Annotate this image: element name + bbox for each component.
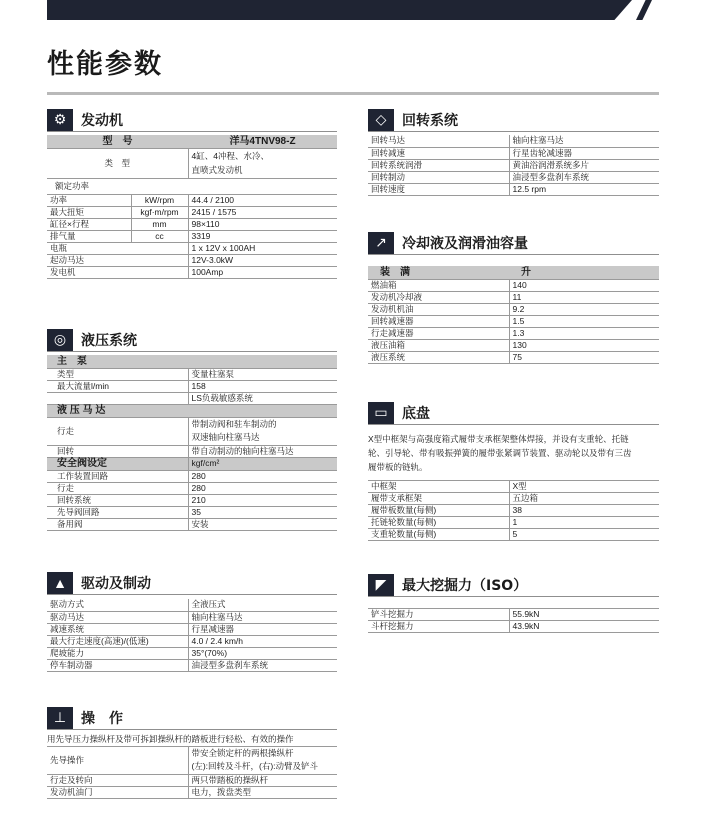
- drive-row-value: 35°(70%): [188, 647, 337, 659]
- swing-row-value: 轴向柱塞马达: [509, 135, 659, 147]
- operation-table: [47, 734, 337, 799]
- table-row: [47, 242, 337, 254]
- table-row: [47, 734, 337, 746]
- engine-model-value: 洋马4TNV98-Z: [188, 135, 337, 148]
- table-row: [368, 505, 659, 517]
- track-icon: ▭: [368, 402, 394, 424]
- digging-title: 最大挖掘力（ISO）: [402, 577, 528, 594]
- swing-title: 回转系统: [402, 112, 458, 129]
- table-row: [368, 621, 659, 633]
- table-row: [47, 470, 337, 482]
- hydraulic-icon: ◎: [47, 329, 73, 351]
- table-row: [47, 135, 337, 148]
- table-row: [47, 380, 337, 392]
- engine-row-unit: kgf·m/rpm: [131, 206, 188, 218]
- table-row: [47, 457, 337, 470]
- capacity-row-value: 75: [509, 351, 659, 363]
- engine-row-label: 起动马达: [47, 254, 188, 266]
- table-row: [47, 194, 337, 206]
- digging-section-header: [368, 573, 659, 597]
- capacity-row-label: 液压系统: [368, 351, 509, 363]
- table-row: [368, 135, 659, 147]
- hydraulic-title: 液压系统: [81, 332, 137, 349]
- chassis-row-label: 中框架: [368, 481, 509, 493]
- relief-row-label: 行走: [47, 482, 188, 494]
- table-row: [47, 635, 337, 647]
- excavator-arm-icon: ↗: [368, 232, 394, 254]
- operation-row-label: 行走及转向: [47, 774, 188, 786]
- table-row: [368, 171, 659, 183]
- digging-row-label: 斗杆挖掘力: [368, 621, 509, 633]
- pilot-value: [188, 746, 337, 774]
- bucket-icon: ◤: [368, 574, 394, 596]
- capacity-table: [368, 266, 659, 364]
- engine-row-value: 44.4 / 2100: [188, 194, 337, 206]
- operation-intro: 用先导压力操纵杆及带可拆卸操纵杆的踏板进行轻松、有效的操作: [47, 734, 337, 746]
- table-row: [368, 609, 659, 621]
- engine-row-label: 缸径×行程: [47, 218, 131, 230]
- drive-row-label: 驱动方式: [47, 599, 188, 611]
- swing-motor-label: 回转: [47, 445, 188, 457]
- table-row: [47, 659, 337, 671]
- table-row: [368, 159, 659, 171]
- hydraulic-motor-header: 液 压 马 达: [47, 404, 337, 417]
- swing-row-value: 黄油浴润滑系统多片: [509, 159, 659, 171]
- table-row: [47, 266, 337, 278]
- relief-header: 安全阀设定: [47, 457, 188, 470]
- table-row: [368, 327, 659, 339]
- drive-row-value: 轴向柱塞马达: [188, 611, 337, 623]
- relief-row-value: 280: [188, 482, 337, 494]
- table-row: [47, 355, 337, 368]
- engine-row-value: 12V-3.0kW: [188, 254, 337, 266]
- relief-row-value: 210: [188, 494, 337, 506]
- crawler-icon: ▲: [47, 572, 73, 594]
- engine-row-label: 发电机: [47, 266, 188, 278]
- travel-motor-line-1: 带制动阀和驻车制动的: [191, 419, 277, 429]
- table-row: [368, 315, 659, 327]
- capacity-row-label: 燃油箱: [368, 279, 509, 291]
- operation-row-value: 电力，拨盘类型: [188, 786, 337, 798]
- swing-row-label: 回转系统润滑: [368, 159, 509, 171]
- drive-row-label: 驱动马达: [47, 611, 188, 623]
- pump-row-value: 158: [188, 380, 337, 392]
- relief-row-label: 回转系统: [47, 494, 188, 506]
- chassis-table: [368, 480, 659, 541]
- engine-row-label: 最大扭矩: [47, 206, 131, 218]
- swing-icon: ◇: [368, 109, 394, 131]
- table-row: [47, 623, 337, 635]
- joystick-icon: ⊥: [47, 707, 73, 729]
- capacity-section-header: [368, 231, 659, 255]
- table-row: [47, 506, 337, 518]
- capacity-row-value: 1.5: [509, 315, 659, 327]
- engine-row-label: 功率: [47, 194, 131, 206]
- table-row: [47, 148, 337, 178]
- swing-row-label: 回转减速: [368, 147, 509, 159]
- capacity-row-value: 1.3: [509, 327, 659, 339]
- relief-row-value: 280: [188, 470, 337, 482]
- chassis-row-label: 履带板数量(每侧): [368, 505, 509, 517]
- engine-title: 发动机: [81, 112, 123, 129]
- pump-row-label: 类型: [47, 368, 188, 380]
- chassis-row-value: 五边箱: [509, 493, 659, 505]
- engine-table: [47, 135, 337, 279]
- capacity-row-value: 130: [509, 339, 659, 351]
- capacity-row-label: 行走减速器: [368, 327, 509, 339]
- table-row: [47, 786, 337, 798]
- table-row: [47, 746, 337, 774]
- pilot-label: 先导操作: [47, 746, 188, 774]
- page-title: 性能参数: [47, 49, 163, 80]
- chassis-row-label: 履带支承框架: [368, 493, 509, 505]
- table-row: [47, 254, 337, 266]
- table-row: [47, 368, 337, 380]
- engine-rated-power: 额定功率: [47, 178, 337, 194]
- swing-row-label: 回转马达: [368, 135, 509, 147]
- table-row: [368, 351, 659, 363]
- swing-table: [368, 135, 659, 196]
- left-column: [47, 0, 337, 815]
- table-row: [47, 178, 337, 194]
- relief-row-label: 先导阀回路: [47, 506, 188, 518]
- swing-row-value: 油浸型多盘刹车系统: [509, 171, 659, 183]
- table-row: [368, 266, 659, 279]
- table-row: [368, 339, 659, 351]
- relief-row-value: 安装: [188, 518, 337, 530]
- table-row: [47, 518, 337, 530]
- table-row: [368, 481, 659, 493]
- chassis-row-value: 38: [509, 505, 659, 517]
- capacity-row-label: 液压油箱: [368, 339, 509, 351]
- chassis-row-value: 5: [509, 529, 659, 541]
- chassis-row-label: 托链轮数量(每侧): [368, 517, 509, 529]
- right-column: [368, 0, 659, 815]
- pump-row-value: LS负载敏感系统: [188, 392, 337, 404]
- table-row: [47, 445, 337, 457]
- chassis-title: 底盘: [402, 405, 430, 422]
- relief-row-label: 备用阀: [47, 518, 188, 530]
- table-row: [368, 279, 659, 291]
- capacity-row-label: 发动机冷却液: [368, 291, 509, 303]
- table-row: [47, 599, 337, 611]
- operation-title: 操 作: [81, 710, 123, 727]
- drive-row-value: 4.0 / 2.4 km/h: [188, 635, 337, 647]
- swing-row-label: 回转速度: [368, 183, 509, 195]
- table-row: [47, 392, 337, 404]
- main-pump-header: 主 泵: [47, 355, 337, 368]
- table-row: [47, 230, 337, 242]
- chassis-desc-line-3: 履带板的链轨。: [368, 462, 428, 472]
- engine-type-value: [188, 148, 337, 178]
- drive-table: [47, 599, 337, 672]
- relief-row-label: 工作装置回路: [47, 470, 188, 482]
- chassis-row-label: 支重轮数量(每侧): [368, 529, 509, 541]
- engine-type-label: 类 型: [47, 148, 188, 178]
- engine-row-value: 100Amp: [188, 266, 337, 278]
- pilot-line-2: (左):回转及斗杆，(右):动臂及铲斗: [191, 761, 319, 771]
- table-row: [47, 218, 337, 230]
- digging-row-label: 铲斗挖掘力: [368, 609, 509, 621]
- capacity-row-label: 回转减速器: [368, 315, 509, 327]
- operation-row-label: 发动机油门: [47, 786, 188, 798]
- table-row: [47, 774, 337, 786]
- engine-row-unit: mm: [131, 218, 188, 230]
- table-row: [368, 529, 659, 541]
- table-row: [47, 206, 337, 218]
- capacity-row-value: 9.2: [509, 303, 659, 315]
- drive-section-header: [47, 571, 337, 595]
- capacity-row-label: 发动机机油: [368, 303, 509, 315]
- table-row: [47, 611, 337, 623]
- swing-section-header: [368, 108, 659, 132]
- table-row: [47, 404, 337, 417]
- chassis-row-value: X型: [509, 481, 659, 493]
- engine-section-header: [47, 108, 337, 132]
- table-row: [47, 647, 337, 659]
- digging-row-value: 55.9kN: [509, 609, 659, 621]
- travel-motor-line-2: 双速轴向柱塞马达: [191, 432, 260, 442]
- capacity-header-label: 装 满: [368, 266, 509, 279]
- table-row: [368, 291, 659, 303]
- swing-row-value: 12.5 rpm: [509, 183, 659, 195]
- engine-row-value: 1 x 12V x 100AH: [188, 242, 337, 254]
- engine-row-unit: cc: [131, 230, 188, 242]
- table-row: [47, 494, 337, 506]
- digging-table: [368, 608, 659, 633]
- pump-row-label: [47, 392, 188, 404]
- hydraulic-table: [47, 355, 337, 531]
- relief-unit: kgf/cm²: [188, 457, 337, 470]
- drive-title: 驱动及制动: [81, 575, 151, 592]
- pump-row-value: 变量柱塞泵: [188, 368, 337, 380]
- pilot-line-1: 带安全锁定杆的两根操纵杆: [191, 748, 294, 758]
- engine-row-label: 排气量: [47, 230, 131, 242]
- chassis-desc-line-1: X型中框架与高强度箱式履带支承框架整体焊接，并设有支重轮、托链: [368, 434, 629, 444]
- swing-row-label: 回转制动: [368, 171, 509, 183]
- drive-row-value: 行星减速器: [188, 623, 337, 635]
- engine-row-label: 电瓶: [47, 242, 188, 254]
- table-row: [368, 493, 659, 505]
- chassis-row-value: 1: [509, 517, 659, 529]
- engine-row-value: 98×110: [188, 218, 337, 230]
- operation-section-header: [47, 706, 337, 730]
- chassis-desc-line-2: 轮、引导轮、带有吸振弹簧的履带张紧调节装置、驱动轮以及带有三齿: [368, 448, 632, 458]
- engine-type-line-2: 直喷式发动机: [191, 165, 243, 175]
- capacity-header-unit: 升: [509, 266, 659, 279]
- drive-row-label: 爬坡能力: [47, 647, 188, 659]
- table-row: [368, 303, 659, 315]
- engine-icon: ⚙: [47, 109, 73, 131]
- drive-row-label: 减速系统: [47, 623, 188, 635]
- capacity-row-value: 11: [509, 291, 659, 303]
- table-row: [47, 482, 337, 494]
- pump-row-label: 最大流量l/min: [47, 380, 188, 392]
- relief-row-value: 35: [188, 506, 337, 518]
- engine-row-value: 2415 / 1575: [188, 206, 337, 218]
- swing-motor-value: 带自动制动的轴向柱塞马达: [188, 445, 337, 457]
- travel-motor-label: 行走: [47, 417, 188, 445]
- table-row: [368, 147, 659, 159]
- swing-row-value: 行星齿轮减速器: [509, 147, 659, 159]
- engine-row-value: 3319: [188, 230, 337, 242]
- engine-model-label: 型 号: [47, 135, 188, 148]
- drive-row-label: 停车制动器: [47, 659, 188, 671]
- table-row: [47, 417, 337, 445]
- drive-row-value: 油浸型多盘刹车系统: [188, 659, 337, 671]
- operation-row-value: 两只带踏板的操纵杆: [188, 774, 337, 786]
- chassis-description: [368, 432, 659, 474]
- table-row: [368, 517, 659, 529]
- drive-row-value: 全液压式: [188, 599, 337, 611]
- engine-type-line-1: 4缸、4冲程、水冷、: [191, 151, 269, 161]
- table-row: [368, 183, 659, 195]
- chassis-section-header: [368, 401, 659, 425]
- hydraulic-section-header: [47, 328, 337, 352]
- digging-row-value: 43.9kN: [509, 621, 659, 633]
- drive-row-label: 最大行走速度(高速)/(低速): [47, 635, 188, 647]
- engine-row-unit: kW/rpm: [131, 194, 188, 206]
- capacity-title: 冷却液及润滑油容量: [402, 235, 528, 252]
- travel-motor-value: [188, 417, 337, 445]
- capacity-row-value: 140: [509, 279, 659, 291]
